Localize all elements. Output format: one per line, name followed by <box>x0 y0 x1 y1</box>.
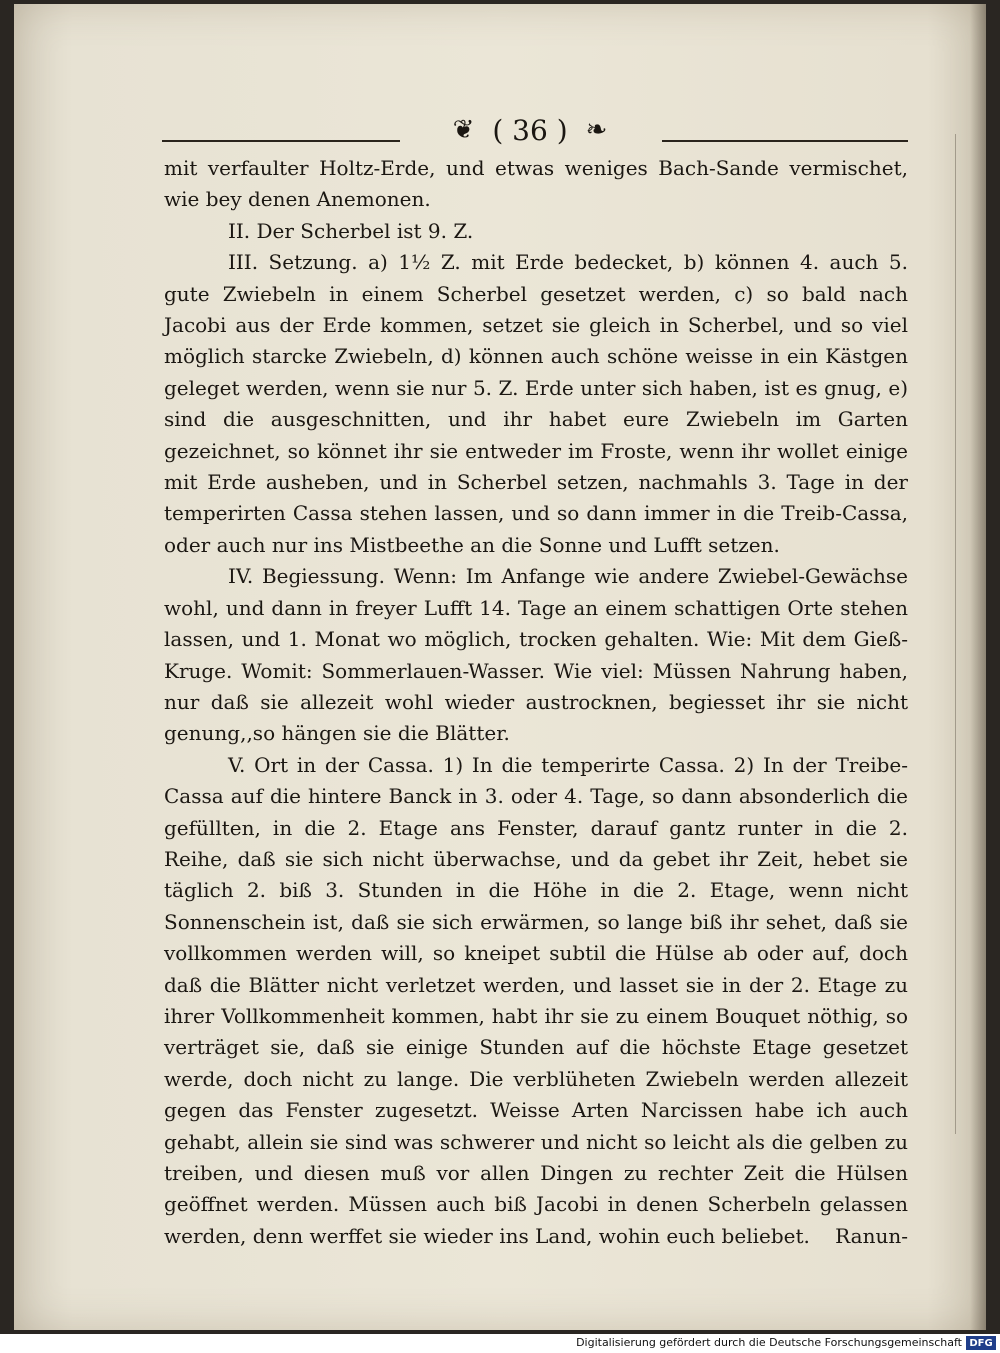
header-rule-left <box>162 140 400 142</box>
page-spine-shadow <box>970 4 986 1330</box>
catchword: Ranun- <box>835 1223 908 1248</box>
paragraph-begiessung: IV. Begiessung. Wenn: Im Anfange wie andere Zwiebel-Gewächse wohl, und dann in freyer Lufft 14. Tage an einem schattigen Orte stehen lassen, und 1. Monat wo möglich, trocken gehalten. Wie: Mit dem Gieß-Kruge. Womit: Sommerlauen-Wasser. Wie viel: Müssen Nahrung haben, nur daß sie allezeit wohl wieder austrocknen, begiesset ihr sie nicht genung,,so hängen sie die Blätter. <box>164 564 908 746</box>
fleuron-left-icon: ❦ <box>452 115 475 145</box>
dfg-logo: DFG <box>966 1336 996 1350</box>
header-rule-right <box>662 140 908 142</box>
footer-credit: Digitalisierung gefördert durch die Deutsche Forschungsgemeinschaft <box>576 1336 962 1349</box>
paragraph-ort-in-der-cassa: V. Ort in der Cassa. 1) In die temperirte Cassa. 2) In der Treibe-Cassa auf die hintere Banck in 3. oder 4. Tage, so dann absonderlich die gefüllten, in die 2. Etage ans Fenster, darauf gantz runter in die 2. Reihe, daß sie sich nicht überwachse, und da gebet ihr Zeit, hebet sie täglich 2. biß 3. Stunden in die Höhe in die 2. Etage, wenn nicht Sonnenschein ist, daß sie sich erwärmen, so lange biß ihr sehet, daß sie vollkommen werden will, so kneipet subtil die Hülse ab oder auf, doch daß die Blätter nicht verletzet werden, und lasset sie in der 2. Etage zu ihrer Vollkommenheit kommen, habt ihr sie zu einem Bouquet nöthig, so verträget sie, daß sie einige Stunden auf die höchste Etage gesetzet werde, doch nicht zu lange. Die verblüheten Zwiebeln werden allezeit gegen das Fenster zugesetzt. Weisse Arten Narcissen habe ich auch gehabt, allein sie sind was schwerer und nicht so leicht als die gelben zu treiben, und diesen muß vor allen Dingen zu rechter Zeit die Hülsen geöffnet werden. Müssen auch biß Jacobi in denen Scherbeln gelassen werden, denn werffet sie wieder ins Land, wohin euch beliebet. <box>164 752 908 1248</box>
fleuron-right-icon: ❧ <box>585 115 608 145</box>
next-page-edge <box>955 134 970 1134</box>
paragraph-setzung: III. Setzung. a) 1½ Z. mit Erde bedecket, b) können 4. auch 5. gute Zwiebeln in einem Scherbel gesetzet werden, c) so bald nach Jacobi aus der Erde kommen, setzet sie gleich in Scherbel, und so viel möglich starcke Zwiebeln, d) können auch schöne weisse in ein Kästgen geleget werden, wenn sie nur 5. Z. Erde unter sich haben, ist es gnug, e) sind die ausgeschnitten, und ihr habet eure Zwiebeln im Garten gezeichnet, so könnet ihr sie entweder im Froste, wenn ihr wollet einige mit Erde ausheben, und in Scherbel setzen, nachmahls 3. Tage in der temperirten Cassa stehen lassen, und so dann immer in die Treib-Cassa, oder auch nur ins Mistbeethe an die Sonne und Lufft setzen. <box>164 250 908 557</box>
page-number: ( 36 ) <box>492 113 568 147</box>
paragraph-continuation: mit verfaulter Holtz-Erde, und etwas weniges Bach-Sande vermischet, wie bey denen Anemonen. <box>164 156 908 212</box>
digitization-footer <box>0 1334 1000 1353</box>
page-header <box>400 110 660 150</box>
body-text <box>164 153 908 1252</box>
paragraph-scherbel: II. Der Scherbel ist 9. Z. <box>228 218 474 243</box>
